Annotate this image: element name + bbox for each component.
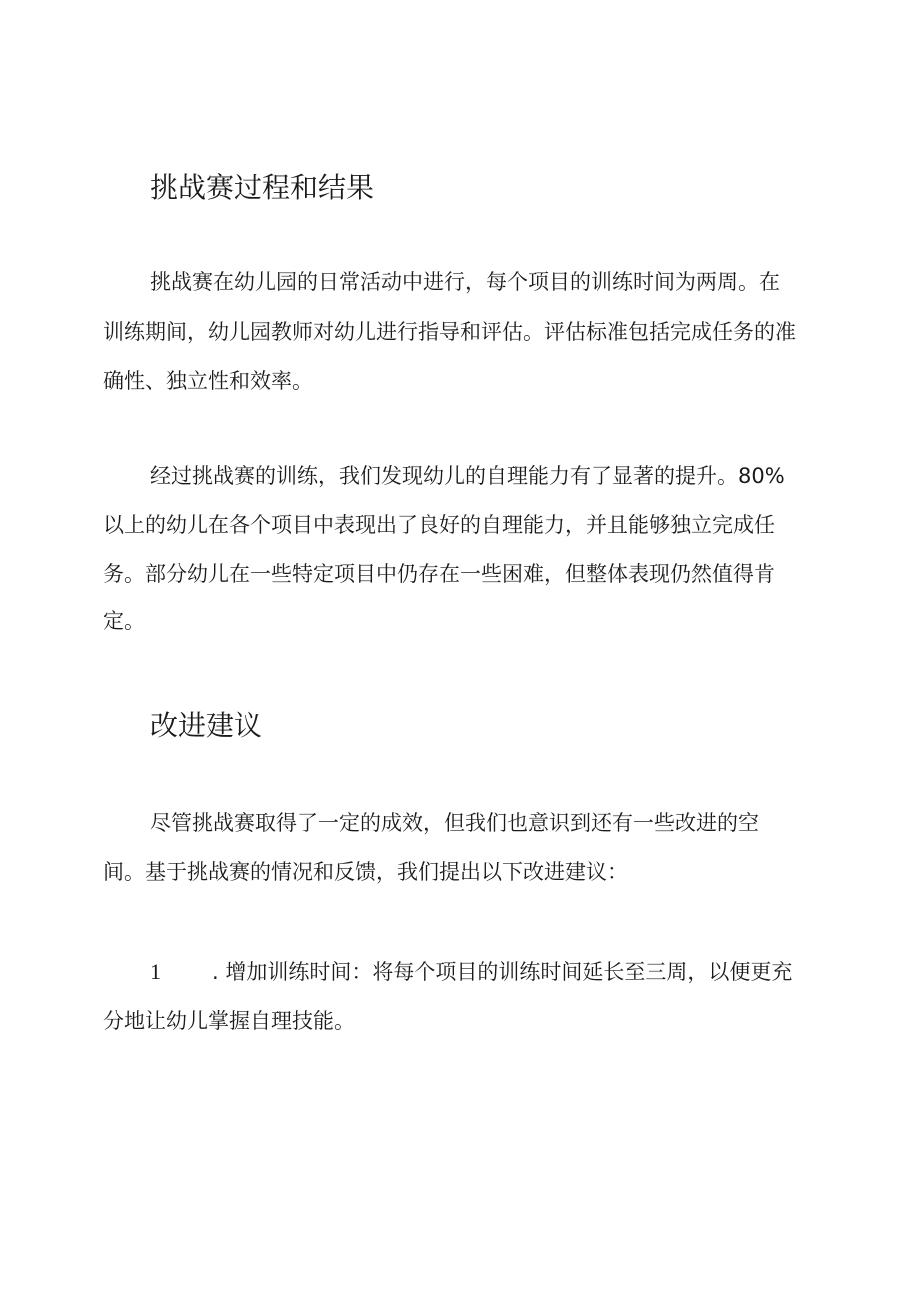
paragraph-line: 挑战赛在幼儿园的日常活动中进行，每个项目的训练时间为两周。在 [150,270,780,294]
paragraph-line: 尽管挑战赛取得了一定的成效，但我们也意识到还有一些改进的空 [150,811,759,835]
paragraph-line: 确性、独立性和效率。 [103,369,313,393]
paragraph-line: 以上的幼儿在各个项目中表现出了良好的自理能力，并且能够独立完成任 [103,513,775,537]
list-item-number: 1 [150,959,161,984]
list-item-text: . 增加训练时间：将每个项目的训练时间延长至三周，以便更充 [212,960,793,984]
section-heading-improvements: 改进建议 [150,709,263,742]
list-item-text: 分地让幼儿掌握自理技能。 [103,1009,355,1033]
paragraph-line: 经过挑战赛的训练，我们发现幼儿的自理能力有了显著的提升。80% [150,464,785,488]
paragraph-line: 间。基于挑战赛的情况和反馈，我们提出以下改进建议： [103,860,628,884]
section-heading-process-results: 挑战赛过程和结果 [150,171,375,204]
paragraph-line: 定。 [103,609,145,633]
paragraph-line: 务。部分幼儿在一些特定项目中仍存在一些困难，但整体表现仍然值得肯 [103,562,775,586]
paragraph-line: 训练期间，幼儿园教师对幼儿进行指导和评估。评估标准包括完成任务的准 [103,320,796,344]
